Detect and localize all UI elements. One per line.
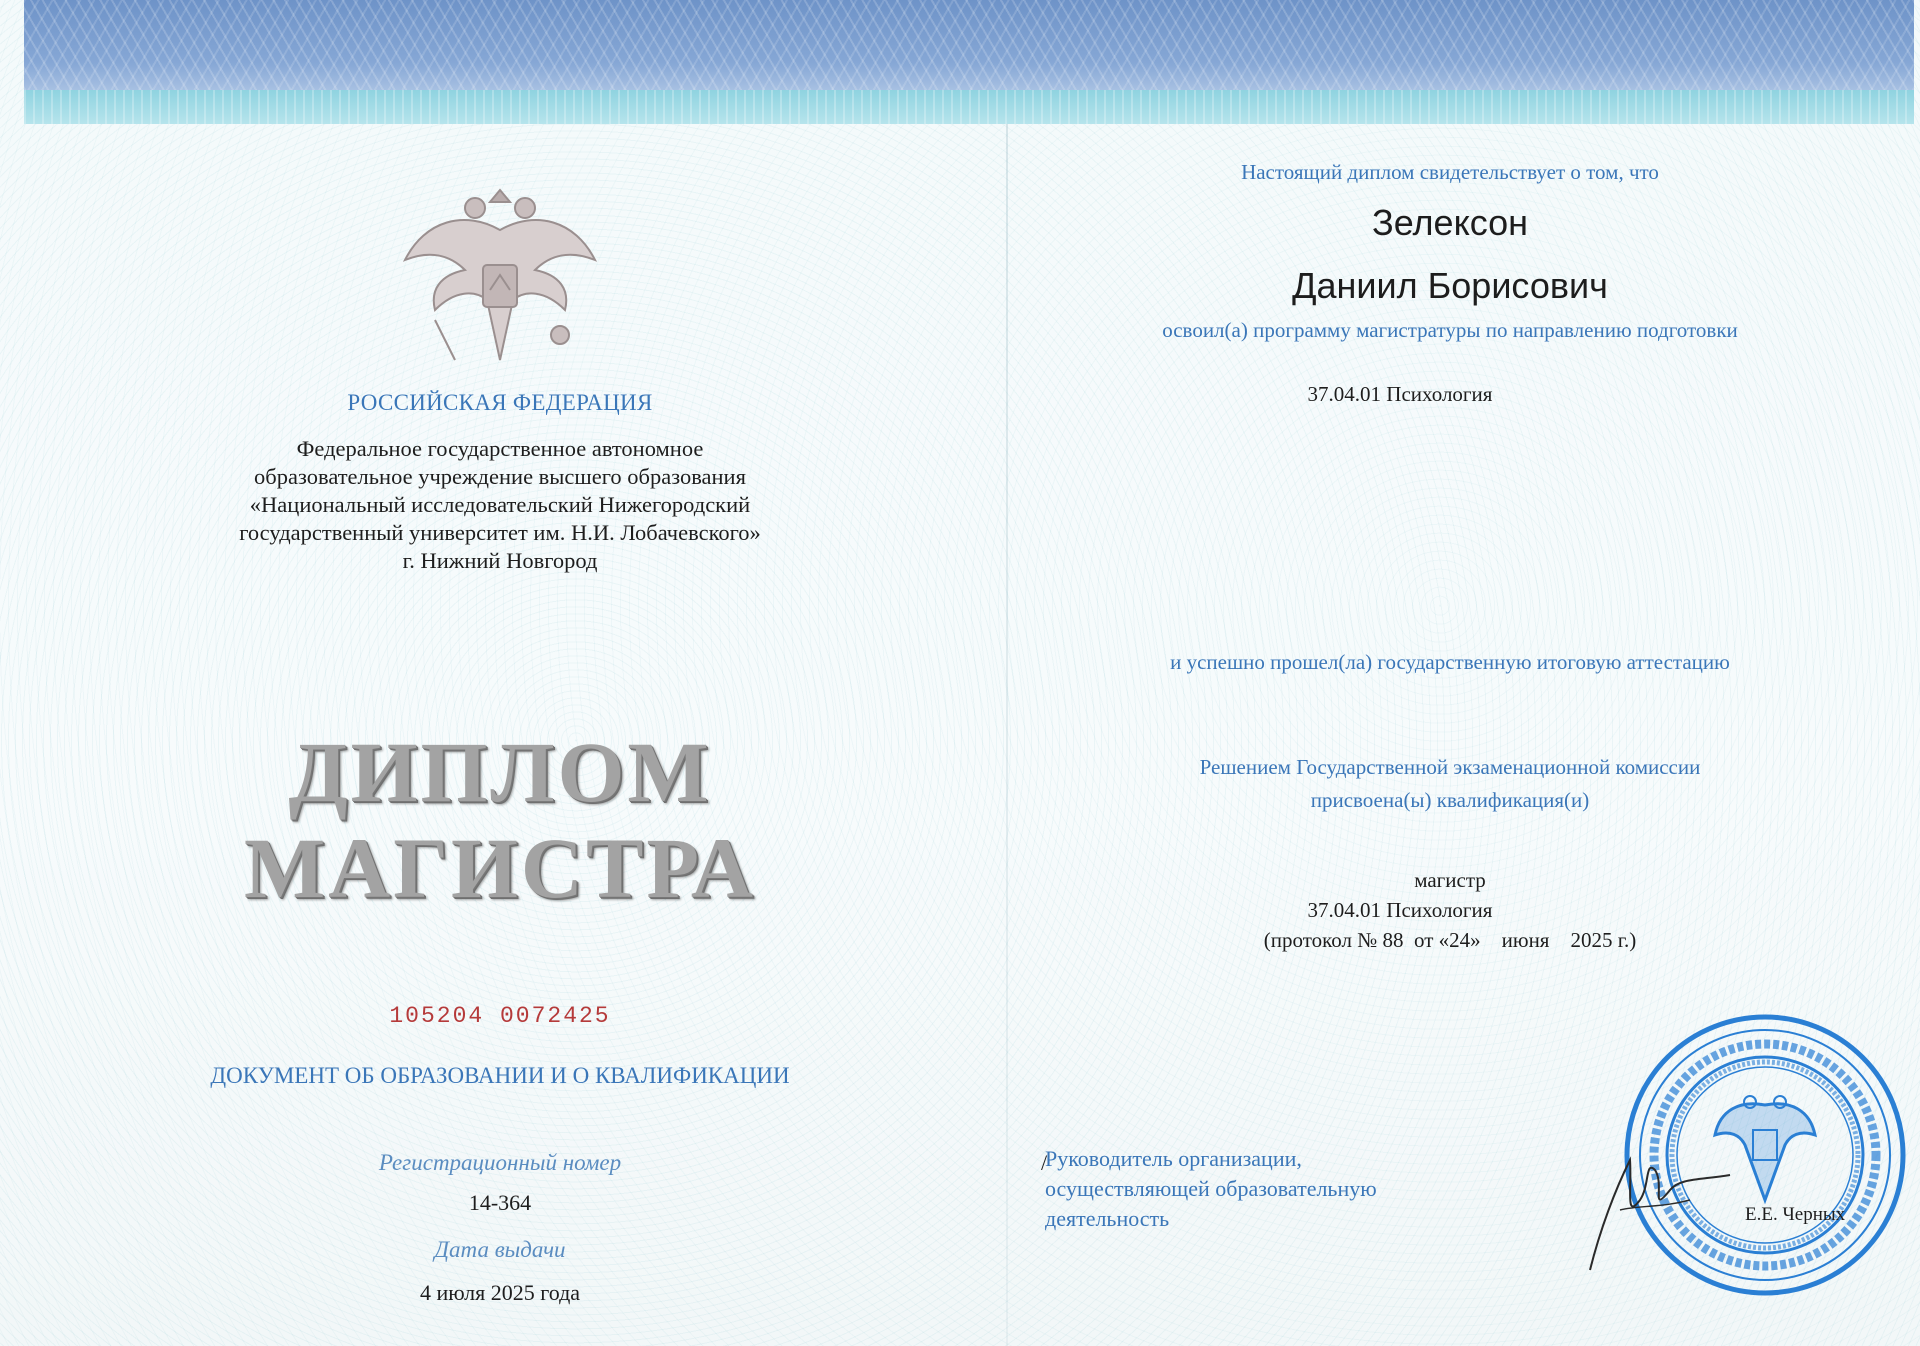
registration-number: 14-364	[468, 1190, 532, 1215]
institution-name	[170, 435, 830, 575]
institution-line: г. Нижний Новгород	[402, 548, 598, 573]
coat-of-arms-icon	[395, 170, 605, 380]
qualification-program: 37.04.01 Психология	[1307, 898, 1493, 922]
diploma-title-line2: МАГИСТРА	[244, 820, 756, 916]
signature-icon	[1570, 1130, 1750, 1280]
country-name: РОССИЙСКАЯ ФЕДЕРАЦИЯ	[347, 390, 653, 415]
institution-line: государственный университет им. Н.И. Лобачевского»	[239, 520, 761, 545]
serial-number: 105204 0072425	[389, 1003, 611, 1029]
signer-name: Е.Е. Черных	[1745, 1204, 1846, 1225]
decorative-top-band	[24, 0, 1914, 90]
qualification: магистр	[1414, 868, 1486, 892]
slash-mark: /	[1041, 1150, 1048, 1175]
head-line: осуществляющей образовательную	[1045, 1176, 1377, 1201]
institution-line: образовательное учреждение высшего образования	[254, 464, 746, 489]
head-line: деятельность	[1045, 1206, 1170, 1231]
decorative-top-strip	[24, 90, 1914, 124]
protocol-reference: (протокол № 88 от «24» июня 2025 г.)	[1263, 928, 1637, 952]
graduate-given-names: Даниил Борисович	[1292, 265, 1608, 306]
attestation-text: и успешно прошел(ла) государственную итоговую аттестацию	[1170, 650, 1730, 674]
document-type: ДОКУМЕНТ ОБ ОБРАЗОВАНИИ И О КВАЛИФИКАЦИИ	[210, 1063, 790, 1088]
graduate-surname: Зелексон	[1371, 202, 1529, 243]
commission-decision-line1: Решением Государственной экзаменационной комиссии	[1199, 755, 1701, 779]
institution-line: Федеральное государственное автономное	[296, 436, 704, 461]
head-of-organization	[1045, 1144, 1377, 1234]
issue-date-label: Дата выдачи	[434, 1237, 566, 1262]
program-text: освоил(а) программу магистратуры по направлению подготовки	[1162, 318, 1738, 342]
institution-line: «Национальный исследовательский Нижегородский	[249, 492, 751, 517]
head-line: Руководитель организации,	[1045, 1146, 1302, 1171]
issue-date: 4 июля 2025 года	[419, 1280, 581, 1305]
page-fold	[1006, 124, 1008, 1346]
diploma-title-line1: ДИПЛОМ	[288, 724, 712, 820]
commission-decision-line2: присвоена(ы) квалификация(и)	[1310, 788, 1590, 812]
program-code: 37.04.01 Психология	[1307, 382, 1493, 406]
registration-label: Регистрационный номер	[378, 1150, 622, 1175]
certifies-text: Настоящий диплом свидетельствует о том, что	[1241, 160, 1659, 184]
